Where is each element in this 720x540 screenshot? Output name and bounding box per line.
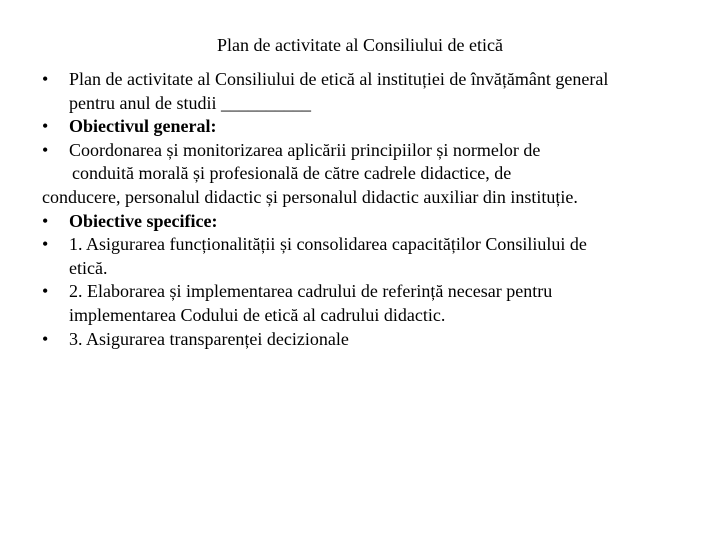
item-line: Coordonarea și monitorizarea aplicării principiilor și normelor de xyxy=(69,139,541,160)
slide-title: Plan de activitate al Consiliului de etică xyxy=(217,35,503,55)
bullet-icon: • xyxy=(42,116,49,137)
bullet-icon: • xyxy=(42,139,49,160)
section-heading: Obiectivul general: xyxy=(69,116,217,137)
bullet-item-coordination xyxy=(0,139,720,210)
item-line: etică. xyxy=(69,257,108,278)
bullet-icon: • xyxy=(42,210,49,231)
bullet-icon: • xyxy=(42,69,49,89)
item-line: conducere, personalul didactic și personalul didactic auxiliar din instituție. xyxy=(42,186,578,207)
bullet-icon: • xyxy=(42,328,49,349)
item-line: Plan de activitate al Consiliului de etică al instituției de învățământ general xyxy=(69,69,609,89)
bullet-icon: • xyxy=(42,281,49,302)
section-heading: Obiective specifice: xyxy=(69,210,218,231)
item-line: 3. Asigurarea transparenței decizionale xyxy=(69,328,349,349)
bullet-item-objective-3 xyxy=(0,328,720,352)
bullet-item-objective-2 xyxy=(0,280,720,327)
item-line: conduită morală și profesională de către cadrele didactice, de xyxy=(72,163,512,184)
bullet-item-objective-1 xyxy=(0,233,720,280)
item-line: 1. Asigurarea funcționalității și consolidarea capacităților Consiliului de xyxy=(69,234,587,255)
bullet-item-general-objective xyxy=(0,115,720,139)
bullet-icon: • xyxy=(42,234,49,255)
item-line: pentru anul de studii __________ xyxy=(69,92,311,113)
item-line: implementarea Codului de etică al cadrului didactic. xyxy=(69,304,446,325)
bullet-item-specific-objectives xyxy=(0,210,720,234)
bullet-list xyxy=(0,68,720,351)
bullet-item-plan xyxy=(0,68,720,115)
item-line: 2. Elaborarea și implementarea cadrului de referință necesar pentru xyxy=(69,281,553,302)
